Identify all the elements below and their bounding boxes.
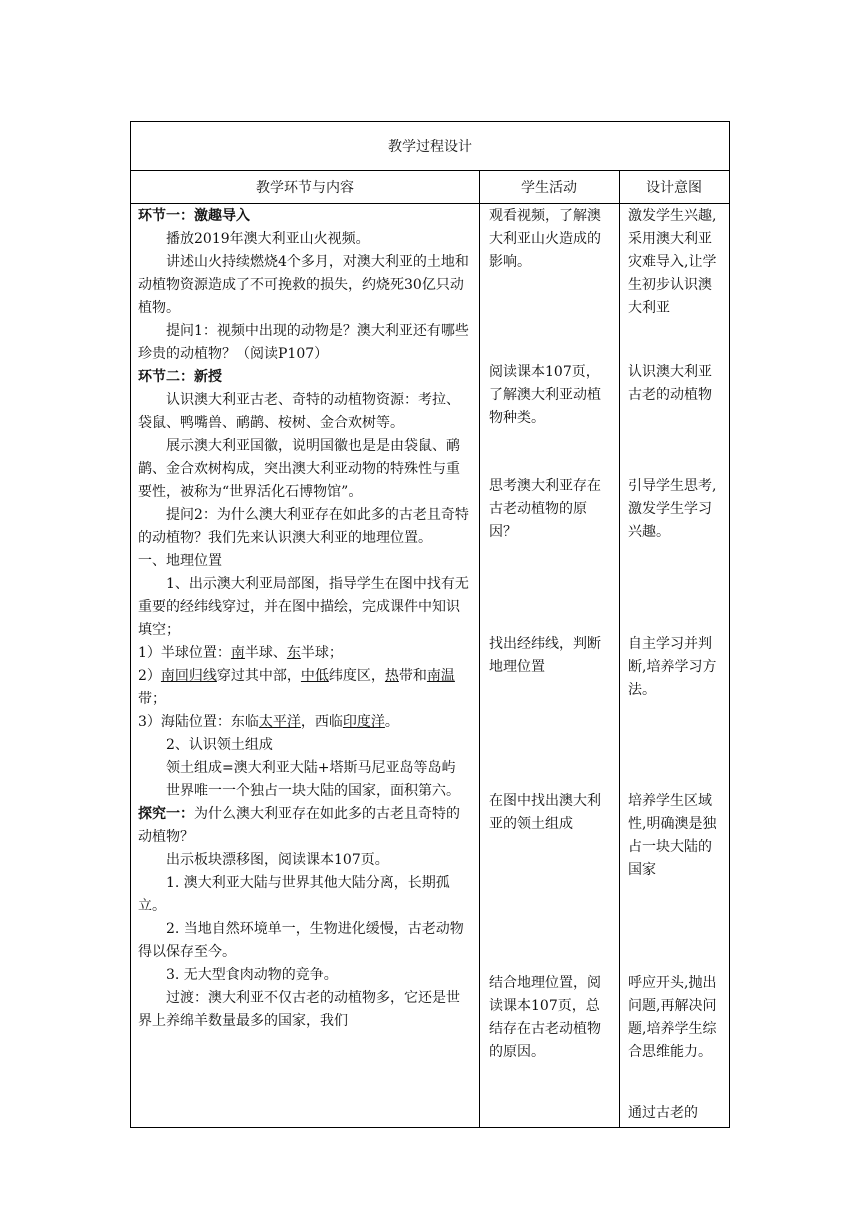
header-content: 教学环节与内容 bbox=[131, 170, 479, 204]
section-title: 环节一：激趣导入 bbox=[138, 208, 250, 224]
student-activity-4: 找出经纬线，判断地理位置 bbox=[489, 636, 601, 675]
design-intent-2: 认识澳大利亚古老的动植物 bbox=[628, 364, 712, 403]
design-intent-5: 培养学生区域性,明确澳是独占一块大陆的国家 bbox=[628, 793, 717, 878]
content-column bbox=[138, 205, 472, 1033]
section-title: 环节二：新授 bbox=[138, 369, 222, 385]
inquiry-title: 探究一：为什么澳大利亚存在如此多的古老且奇特的动植物？ bbox=[138, 806, 460, 845]
paragraph: 展示澳大利亚国徽，说明国徽也是是由袋鼠、鸸鹋、金合欢树构成，突出澳大利亚动物的特殊性与重要性，被称为“世界活化石博物馆”。 bbox=[138, 438, 460, 500]
paragraph: 提问1：视频中出现的动物是？澳大利亚还有哪些珍贵的动植物？（阅读P107） bbox=[138, 323, 469, 362]
paragraph: 出示板块漂移图，阅读课本107页。 bbox=[166, 852, 389, 868]
student-activity-5: 在图中找出澳大利亚的领土组成 bbox=[489, 793, 601, 832]
design-intent-3: 引导学生思考,激发学生学习兴趣。 bbox=[628, 478, 717, 540]
paragraph: 世界唯一一个独占一块大陆的国家，面积第六。 bbox=[166, 783, 460, 799]
student-activity-1: 观看视频，了解澳大利亚山火造成的影响。 bbox=[489, 208, 601, 270]
column-divider bbox=[479, 170, 480, 1127]
column-divider bbox=[619, 170, 620, 1127]
paragraph: 1、出示澳大利亚局部图，指导学生在图中找有无重要的经纬线穿过，并在图中描绘，完成课件中知识填空； bbox=[138, 576, 469, 638]
design-intent-4: 自主学习并判断,培养学习方法。 bbox=[628, 636, 717, 698]
student-activity-3: 思考澳大利亚存在古老动植物的原因？ bbox=[489, 478, 601, 540]
paragraph: 过渡：澳大利亚不仅古老的动植物多，它还是世界上养绵羊数量最多的国家，我们 bbox=[138, 990, 460, 1029]
paragraph: 播放2019年澳大利亚山火视频。 bbox=[166, 231, 370, 247]
header-design-intent: 设计意图 bbox=[619, 170, 729, 204]
paragraph: 2、认识领土组成 bbox=[166, 737, 273, 753]
paragraph: 讲述山火持续燃烧4个多月，对澳大利亚的土地和动植物资源造成了不可挽救的损失，约烧死30亿只动植物。 bbox=[138, 254, 469, 316]
fill-line-latitude: 2）南回归线穿过其中部，中低纬度区，热带和南温带； bbox=[138, 668, 455, 707]
fill-line-hemisphere: 1）半球位置：南半球、东半球； bbox=[138, 645, 343, 661]
student-activity-2: 阅读课本107页，了解澳大利亚动植物种类。 bbox=[489, 364, 601, 426]
table-title: 教学过程设计 bbox=[131, 122, 729, 171]
paragraph: 2. 当地自然环境单一，生物进化缓慢，古老动物得以保存至今。 bbox=[138, 921, 464, 960]
paragraph: 提问2：为什么澳大利亚存在如此多的古老且奇特的动植物？我们先来认识澳大利亚的地理位置。 bbox=[138, 507, 469, 546]
design-intent-6: 呼应开头,抛出问题,再解决问题,培养学生综合思维能力。 bbox=[628, 975, 717, 1060]
student-activity-6: 结合地理位置，阅读课本107页，总结存在古老动植物的原因。 bbox=[489, 975, 601, 1060]
teaching-process-table bbox=[130, 121, 730, 1128]
paragraph: 认识澳大利亚古老、奇特的动植物资源：考拉、袋鼠、鸭嘴兽、鸸鹋、桉树、金合欢树等。 bbox=[138, 392, 460, 431]
header-student-activity: 学生活动 bbox=[479, 170, 619, 204]
fill-line-sea-land: 3）海陆位置：东临太平洋，西临印度洋。 bbox=[138, 714, 399, 730]
paragraph: 1. 澳大利亚大陆与世界其他大陆分离，长期孤立。 bbox=[138, 875, 450, 914]
design-intent-1: 激发学生兴趣,采用澳大利亚灾难导入,让学生初步认识澳大利亚 bbox=[628, 208, 717, 316]
design-intent-7: 通过古老的 bbox=[628, 1105, 698, 1121]
paragraph: 3. 无大型食肉动物的竞争。 bbox=[166, 967, 338, 983]
paragraph: 领土组成=澳大利亚大陆+塔斯马尼亚岛等岛屿 bbox=[166, 760, 456, 776]
subsection-title: 一、地理位置 bbox=[138, 553, 222, 569]
